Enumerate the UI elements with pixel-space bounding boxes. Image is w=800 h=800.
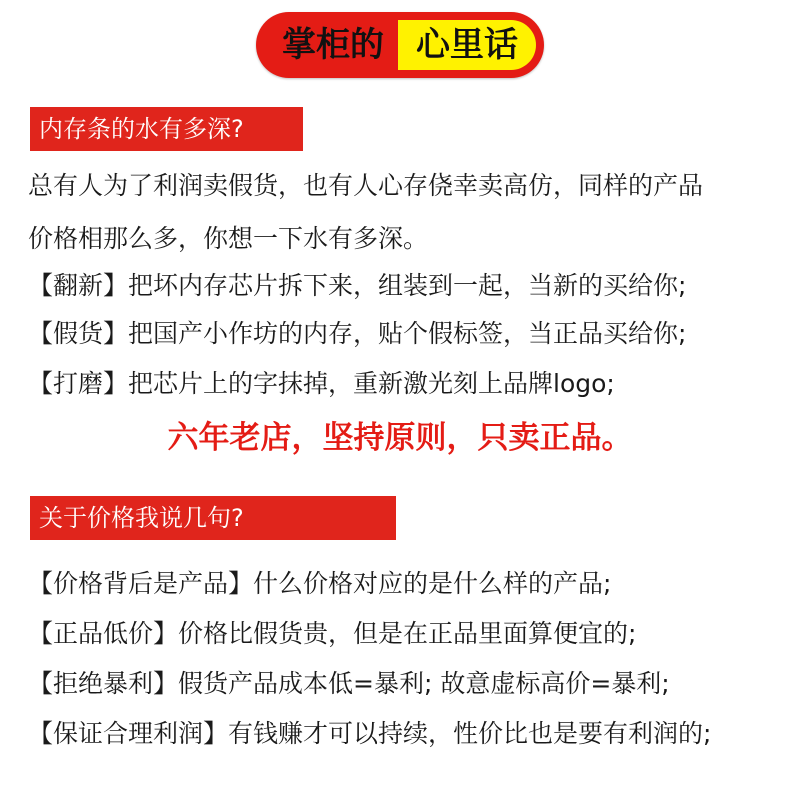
title-left-text: 掌柜的 (282, 25, 384, 65)
paragraph-line: 价格相那么多，你想一下水有多深。 (28, 224, 429, 253)
list-item-low-price: 【正品低价】价格比假货贵，但是在正品里面算便宜的; (28, 619, 637, 648)
list-item-refurbished: 【翻新】把坏内存芯片拆下来，组装到一起，当新的买给你; (28, 271, 687, 300)
paragraph-line: 总有人为了利润卖假货，也有人心存侥幸卖高仿，同样的产品 (28, 171, 704, 200)
list-item-price-product: 【价格背后是产品】什么价格对应的是什么样的产品; (28, 569, 612, 598)
list-item-no-profiteering: 【拒绝暴利】假货产品成本低=暴利; 故意虚标高价=暴利; (28, 669, 670, 698)
section-heading-price: 关于价格我说几句? (30, 496, 396, 540)
store-slogan: 六年老店，坚持原则，只卖正品。 (167, 420, 633, 456)
list-item-reasonable-profit: 【保证合理利润】有钱赚才可以持续，性价比也是要有利润的; (28, 719, 712, 748)
section-heading-memory: 内存条的水有多深? (30, 107, 303, 151)
list-item-counterfeit: 【假货】把国产小作坊的内存，贴个假标签，当正品买给你; (28, 319, 687, 348)
title-right-text: 心里话 (398, 20, 536, 70)
list-item-polished: 【打磨】把芯片上的字抹掉，重新激光刻上品牌logo; (28, 369, 615, 398)
title-banner (256, 12, 544, 78)
